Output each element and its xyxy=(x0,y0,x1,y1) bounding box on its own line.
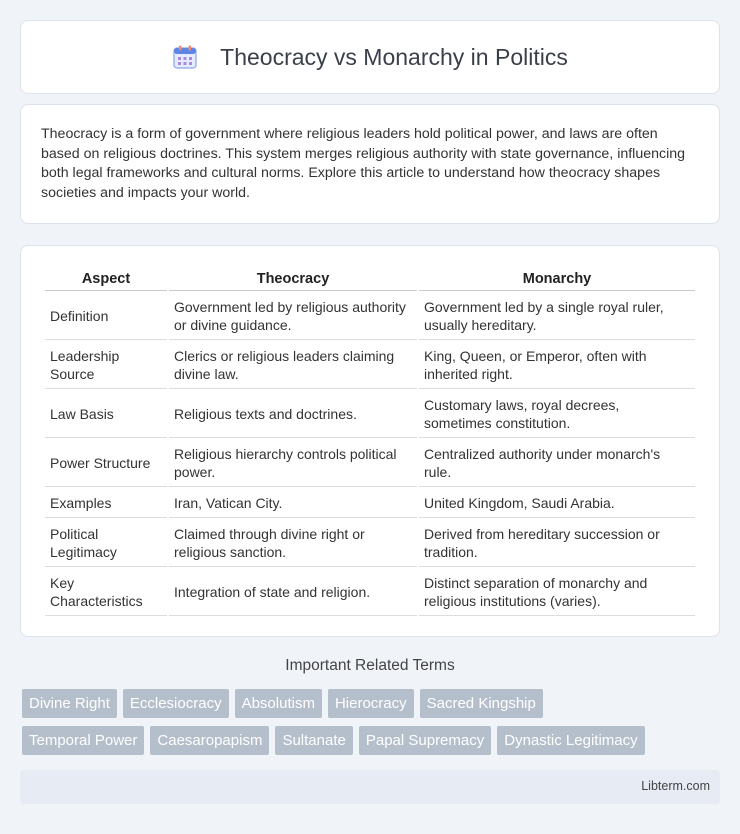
table-row xyxy=(45,293,695,340)
table-cell: Definition xyxy=(45,293,167,340)
term-tag[interactable]: Ecclesiocracy xyxy=(123,689,229,718)
footer xyxy=(20,770,720,804)
term-tag[interactable]: Papal Supremacy xyxy=(359,726,491,755)
table-row xyxy=(45,520,695,567)
footer-site-link[interactable]: Libterm.com xyxy=(641,779,710,793)
table-header-row xyxy=(45,268,695,291)
related-terms-title: Important Related Terms xyxy=(285,657,455,674)
term-tag[interactable]: Dynastic Legitimacy xyxy=(497,726,644,755)
table-cell: Government led by religious authority or divine guidance. xyxy=(169,293,417,340)
table-cell: Power Structure xyxy=(45,440,167,487)
tag-row xyxy=(22,726,722,755)
table-cell: Examples xyxy=(45,489,167,518)
term-tag[interactable]: Absolutism xyxy=(235,689,322,718)
table-cell: Religious texts and doctrines. xyxy=(169,391,417,438)
table-row xyxy=(45,440,695,487)
column-header: Monarchy xyxy=(419,268,695,291)
table-cell: Leadership Source xyxy=(45,342,167,389)
table-cell: Law Basis xyxy=(45,391,167,438)
comparison-table xyxy=(43,266,697,618)
table-cell: Religious hierarchy controls political power. xyxy=(169,440,417,487)
table-row xyxy=(45,391,695,438)
intro-card xyxy=(20,104,720,224)
column-header: Aspect xyxy=(45,268,167,291)
term-tag[interactable]: Caesaropapism xyxy=(150,726,269,755)
comparison-table-card xyxy=(20,245,720,637)
table-cell: Integration of state and religion. xyxy=(169,569,417,616)
table-cell: Government led by a single royal ruler, usually hereditary. xyxy=(419,293,695,340)
table-cell: Centralized authority under monarch's rule. xyxy=(419,440,695,487)
table-row xyxy=(45,569,695,616)
table-cell: Iran, Vatican City. xyxy=(169,489,417,518)
table-cell: United Kingdom, Saudi Arabia. xyxy=(419,489,695,518)
page-title: Theocracy vs Monarchy in Politics xyxy=(220,43,568,70)
table-cell: Clerics or religious leaders claiming divine law. xyxy=(169,342,417,389)
calendar-icon xyxy=(172,44,198,70)
table-row xyxy=(45,342,695,389)
term-tag[interactable]: Hierocracy xyxy=(328,689,414,718)
table-cell: Political Legitimacy xyxy=(45,520,167,567)
tag-row xyxy=(22,689,722,718)
table-row xyxy=(45,489,695,518)
intro-text: Theocracy is a form of government where religious leaders hold political power, and laws are often based on religious doctrines. This system merges religious authority with state governance, influencing both legal frameworks and cultural norms. Explore this article to understand how theocracy shapes societies and impacts your world. xyxy=(41,126,686,201)
term-tag[interactable]: Sacred Kingship xyxy=(420,689,543,718)
column-header: Theocracy xyxy=(169,268,417,291)
term-tag[interactable]: Divine Right xyxy=(22,689,117,718)
table-cell: Claimed through divine right or religious sanction. xyxy=(169,520,417,567)
table-cell: King, Queen, or Emperor, often with inherited right. xyxy=(419,342,695,389)
term-tag[interactable]: Temporal Power xyxy=(22,726,144,755)
table-cell: Derived from hereditary succession or tradition. xyxy=(419,520,695,567)
table-cell: Customary laws, royal decrees, sometimes constitution. xyxy=(419,391,695,438)
table-cell: Key Characteristics xyxy=(45,569,167,616)
related-terms xyxy=(22,689,722,763)
header-card xyxy=(20,20,720,94)
term-tag[interactable]: Sultanate xyxy=(275,726,352,755)
table-cell: Distinct separation of monarchy and religious institutions (varies). xyxy=(419,569,695,616)
